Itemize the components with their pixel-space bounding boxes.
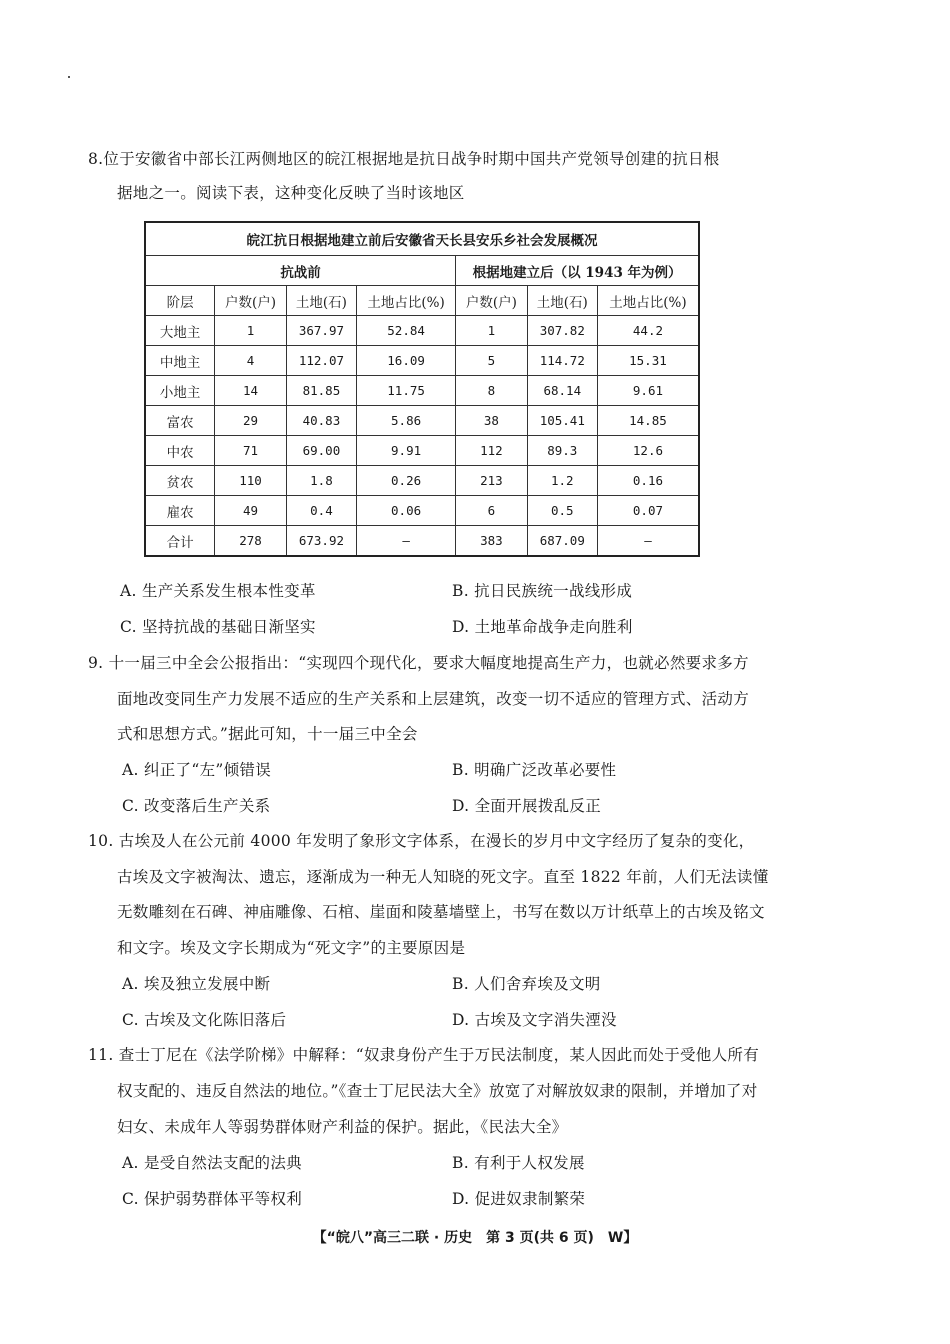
q11-option-c: C. 保护弱势群体平等权利 [122,1190,303,1208]
table-cell: 0.16 [597,466,699,496]
table-row-label: 中农 [145,436,215,466]
table-cell: 68.14 [527,376,597,406]
table-cell: 9.91 [357,436,456,466]
q8-option-a: A. 生产关系发生根本性变革 [120,582,316,600]
table-cell: 81.85 [286,376,356,406]
q10-option-a: A. 埃及独立发展中断 [122,975,271,993]
q9-option-b: B. 明确广泛改革必要性 [452,761,617,779]
q10-stem-line2: 古埃及文字被淘汰、遗忘，逐渐成为一种无人知晓的死文字。直至 1822 年前，人们无法读懂 [117,868,769,886]
table-cell: 0.26 [357,466,456,496]
table-cell: 112.07 [286,346,356,376]
table-row [145,316,699,346]
table-cell: 687.09 [527,526,597,557]
table-header-row [145,286,699,316]
q10-option-b: B. 人们舍弃埃及文明 [452,975,601,993]
q11-option-d: D. 促进奴隶制繁荣 [452,1190,586,1208]
table-cell: 5 [456,346,528,376]
table-header-cell: 户数(户) [456,286,528,316]
table-row [145,346,699,376]
table-cell: 69.00 [286,436,356,466]
table-cell: 14 [215,376,287,406]
table-cell: — [357,526,456,557]
table-cell: 0.4 [286,496,356,526]
table-row [145,526,699,557]
table-row-label: 小地主 [145,376,215,406]
q11-option-a: A. 是受自然法支配的法典 [122,1154,302,1172]
q11-stem-line2: 权支配的、违反自然法的地位。”《查士丁尼民法大全》放宽了对解放奴隶的限制，并增加了对 [117,1082,758,1100]
table-row [145,496,699,526]
table-cell: 307.82 [527,316,597,346]
table-row-label: 贫农 [145,466,215,496]
q9-stem-line3: 式和思想方式。”据此可知，十一届三中全会 [117,725,418,743]
table-cell: 8 [456,376,528,406]
q8-data-table [144,221,700,557]
q9-option-a: A. 纠正了“左”倾错误 [122,761,271,779]
table-cell: 0.06 [357,496,456,526]
table-cell: 14.85 [597,406,699,436]
q9-option-c: C. 改变落后生产关系 [122,797,271,815]
table-cell: 383 [456,526,528,557]
table-cell: 4 [215,346,287,376]
table-cell: 40.83 [286,406,356,436]
table-row-label: 中地主 [145,346,215,376]
table-cell: 5.86 [357,406,456,436]
table-header-cell: 土地占比(%) [357,286,456,316]
table-row [145,466,699,496]
q10-option-c: C. 古埃及文化陈旧落后 [122,1011,287,1029]
table-row [145,406,699,436]
table-group-before: 抗战前 [145,256,456,286]
table-cell: 15.31 [597,346,699,376]
table-header-cell: 户数(户) [215,286,287,316]
q9-option-d: D. 全面开展拨乱反正 [452,797,602,815]
q8-option-d: D. 土地革命战争走向胜利 [452,618,633,636]
q11-stem-line3: 妇女、未成年人等弱势群体财产利益的保护。据此，《民法大全》 [117,1118,568,1136]
q9-stem-line2: 面地改变同生产力发展不适应的生产关系和上层建筑，改变一切不适应的管理方式、活动方 [117,690,750,708]
table-cell: 49 [215,496,287,526]
q11-option-b: B. 有利于人权发展 [452,1154,585,1172]
q11-stem-line1: 11. 查士丁尼在《法学阶梯》中解释：“奴隶身份产生于万民法制度，某人因此而处于受他人所有 [88,1046,760,1064]
table-cell: 110 [215,466,287,496]
q8-stem-line2: 据地之一。阅读下表，这种变化反映了当时该地区 [117,184,465,202]
q8-option-b: B. 抗日民族统一战线形成 [452,582,633,600]
table-cell: 367.97 [286,316,356,346]
table-row-label: 合计 [145,526,215,557]
table-row [145,436,699,466]
table-cell: 112 [456,436,528,466]
q10-stem-line4: 和文字。埃及文字长期成为“死文字”的主要原因是 [117,939,466,957]
table-cell: 1 [215,316,287,346]
q9-stem-line1: 9. 十一届三中全会公报指出：“实现四个现代化，要求大幅度地提高生产力，也就必然要求多方 [88,654,749,672]
table-row-label: 大地主 [145,316,215,346]
table-cell: 16.09 [357,346,456,376]
table-cell: 278 [215,526,287,557]
table-cell: 52.84 [357,316,456,346]
table-cell: 38 [456,406,528,436]
q10-option-d: D. 古埃及文字消失湮没 [452,1011,617,1029]
table-header-cell: 土地(石) [527,286,597,316]
table-header-cell: 阶层 [145,286,215,316]
table-cell: 114.72 [527,346,597,376]
q10-stem-line3: 无数雕刻在石碑、神庙雕像、石棺、崖面和陵墓墙壁上，书写在数以万计纸草上的古埃及铭文 [117,903,765,921]
table-row-label: 富农 [145,406,215,436]
table-row [145,376,699,406]
table-cell: 0.07 [597,496,699,526]
table-cell: 12.6 [597,436,699,466]
table-cell: 29 [215,406,287,436]
table-cell: 1.2 [527,466,597,496]
table-cell: 673.92 [286,526,356,557]
table-header-cell: 土地占比(%) [597,286,699,316]
table-cell: 89.3 [527,436,597,466]
table-caption: 皖江抗日根据地建立前后安徽省天长县安乐乡社会发展概况 [145,222,699,256]
table-cell: 1 [456,316,528,346]
page-footer: 【“皖八”高三二联 · 历史 第 3 页(共 6 页) W】 [312,1230,638,1246]
table-header-cell: 土地(石) [286,286,356,316]
table-cell: 1.8 [286,466,356,496]
scan-mark [68,76,70,78]
q10-stem-line1: 10. 古埃及人在公元前 4000 年发明了象形文字体系，在漫长的岁月中文字经历了复杂的变化， [88,832,755,850]
q8-stem-line1: 8.位于安徽省中部长江两侧地区的皖江根据地是抗日战争时期中国共产党领导创建的抗日根 [88,150,720,168]
table-cell: 71 [215,436,287,466]
table-cell: 213 [456,466,528,496]
table-cell: 44.2 [597,316,699,346]
table-cell: 6 [456,496,528,526]
table-row-label: 雇农 [145,496,215,526]
table-cell: 9.61 [597,376,699,406]
table-cell: 105.41 [527,406,597,436]
q8-option-c: C. 坚持抗战的基础日渐坚实 [120,618,316,636]
table-cell: 11.75 [357,376,456,406]
table-cell: — [597,526,699,557]
table-cell: 0.5 [527,496,597,526]
table-group-after: 根据地建立后（以 1943 年为例） [456,256,699,286]
